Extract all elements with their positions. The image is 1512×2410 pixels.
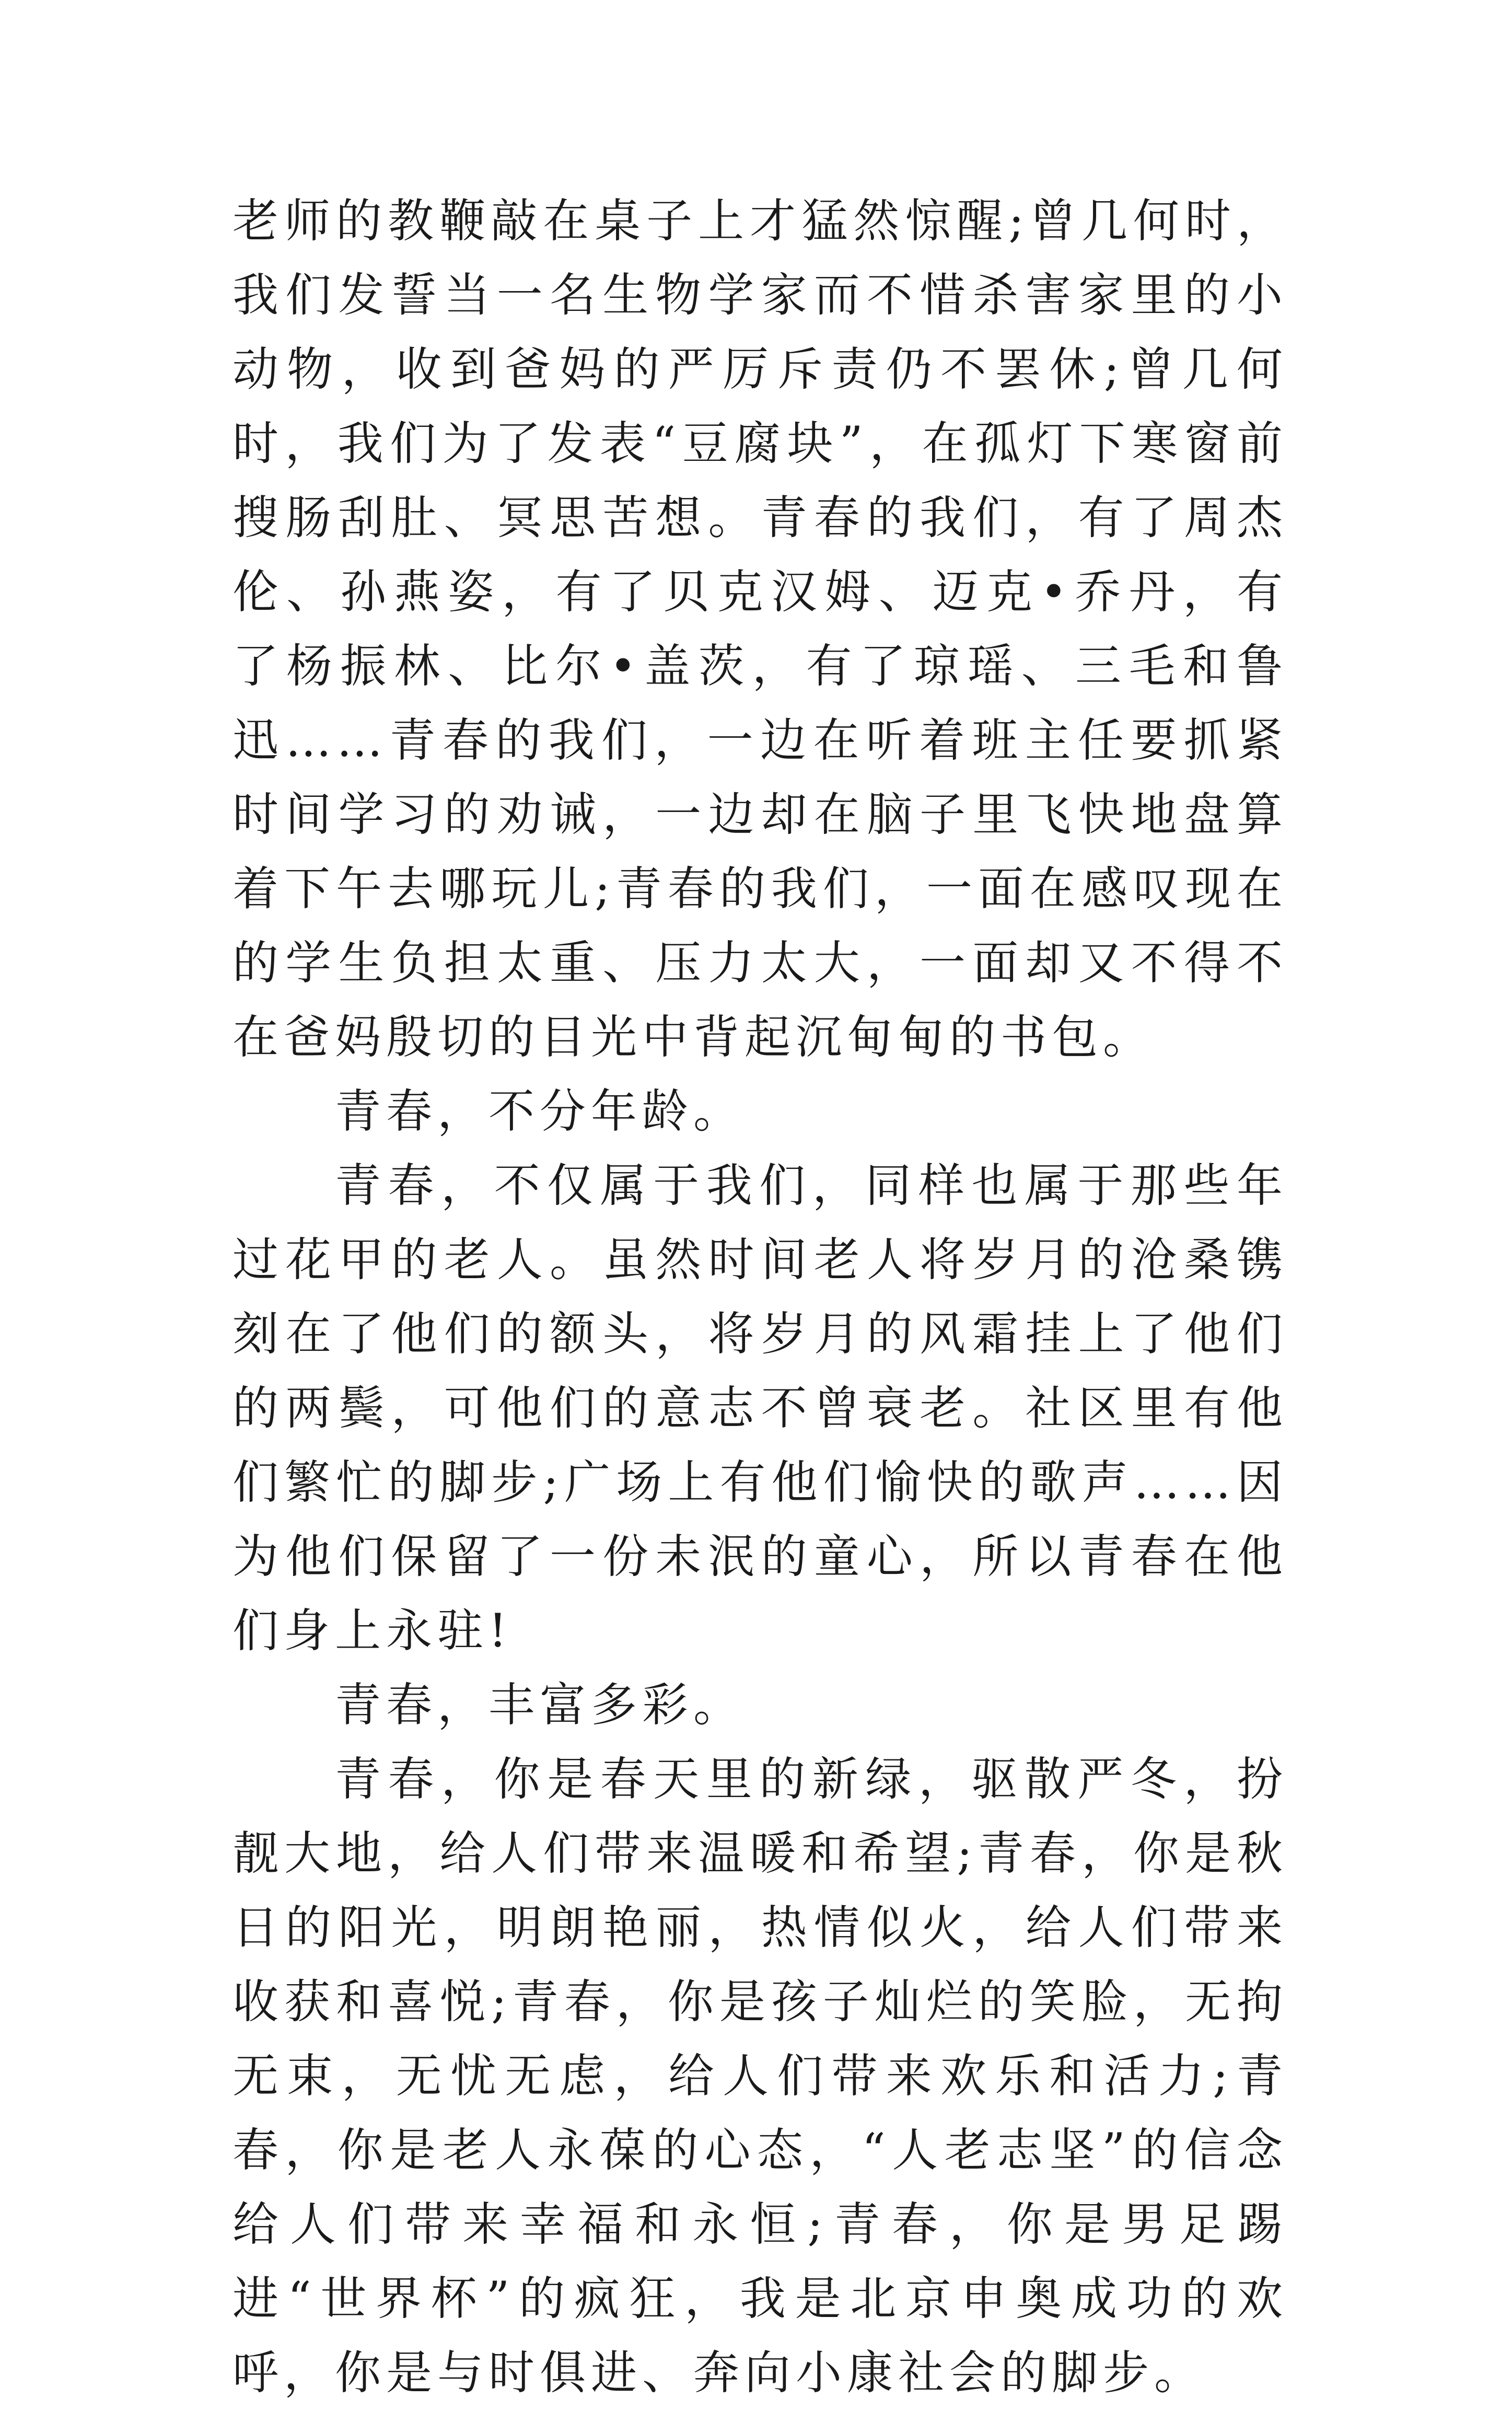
paragraph-3: 青春，不仅属于我们，同样也属于那些年过花甲的老人。虽然时间老人将岁月的沧桑镌刻在了他们的额头，将岁月的风霜挂上了他们的两鬓，可他们的意志不曾衰老。社区里有他们繁忙的脚步;广场上有他们愉快的歌声……因为他们保留了一份未泯的童心，所以青春在他们身上永驻! <box>232 1158 1288 1658</box>
body-text <box>232 184 1288 2410</box>
paragraph-1: 老师的教鞭敲在桌子上才猛然惊醒;曾几何时，我们发誓当一名生物学家而不惜杀害家里的小动物，收到爸妈的严厉斥责仍不罢休;曾几何时，我们为了发表“豆腐块”，在孤灯下寒窗前搜肠刮肚、冥思苦想。青春的我们，有了周杰伦、孙燕姿，有了贝克汉姆、迈克•乔丹，有了杨振林、比尔•盖茨，有了琼瑶、三毛和鲁迅……青春的我们，一边在听着班主任要抓紧时间学习的劝诫，一边却在脑子里飞快地盘算着下午去哪玩儿;青春的我们，一面在感叹现在的学生负担太重、压力太大，一面却又不得不在爸妈殷切的目光中背起沉甸甸的书包。 <box>232 194 1288 1064</box>
paragraph-2-heading: 青春，不分年龄。 <box>335 1084 745 1138</box>
paragraph-4-heading: 青春，丰富多彩。 <box>335 1678 745 1732</box>
paragraph-5: 青春，你是春天里的新绿，驱散严冬，扮靓大地，给人们带来温暖和希望;青春，你是秋日的阳光，明朗艳丽，热情似火，给人们带来收获和喜悦;青春，你是孩子灿烂的笑脸，无拘无束，无忧无虑，给人们带来欢乐和活力;青春，你是老人永葆的心态，“人老志坚”的信念给人们带来幸福和永恒;青春，你是男足踢进“世界杯”的疯狂，我是北京申奥成功的欢呼，你是与时俱进、奔向小康社会的脚步。 <box>232 1752 1288 2400</box>
